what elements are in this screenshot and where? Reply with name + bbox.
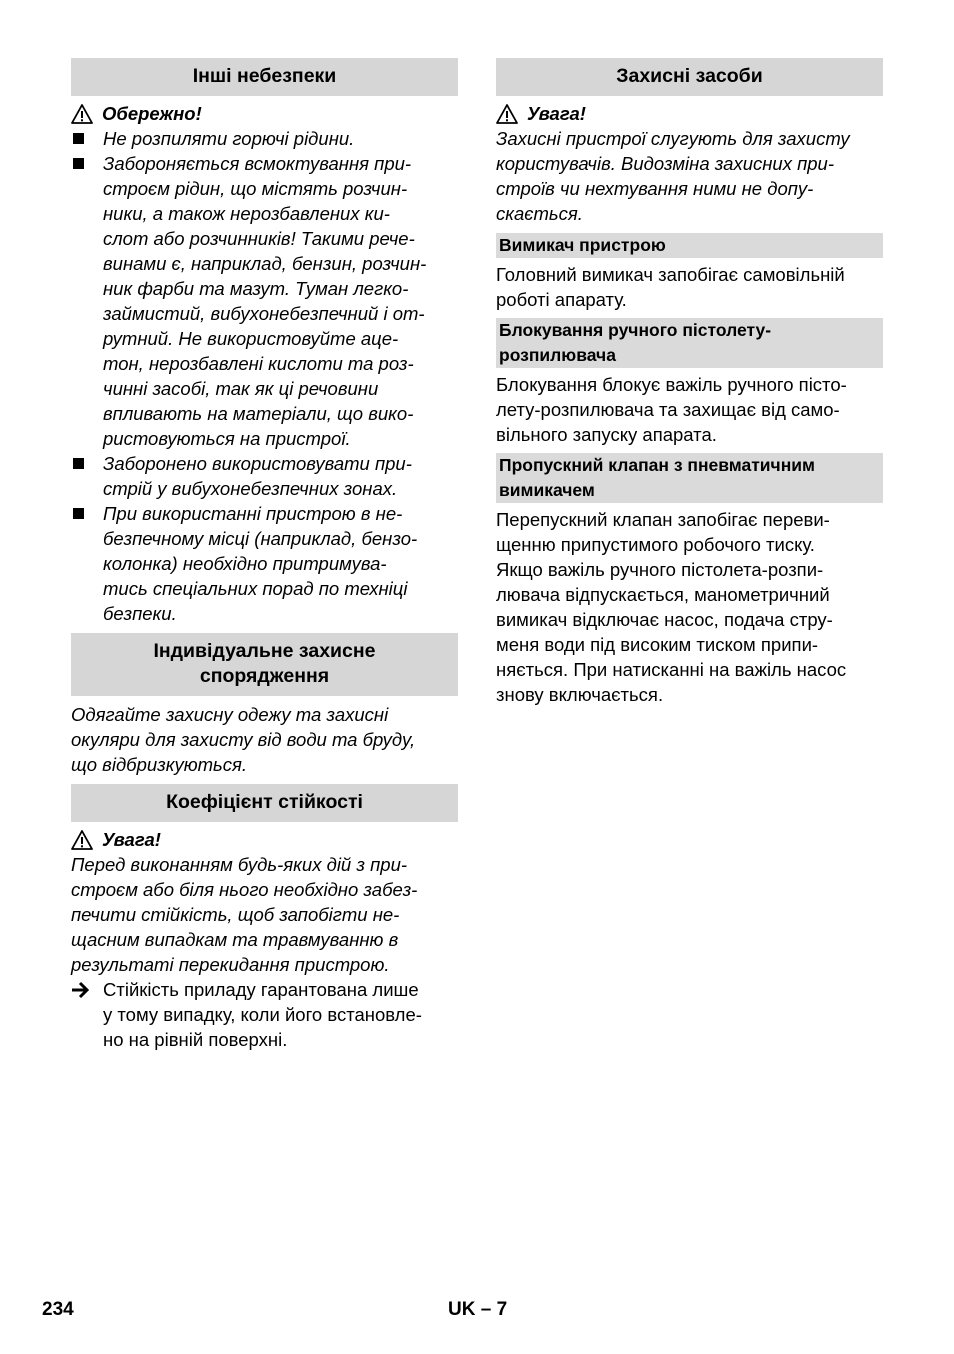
text-line: що відбризкуються. bbox=[71, 754, 248, 775]
text-line: винами є, наприклад, бензин, розчин- bbox=[103, 253, 427, 274]
text-line: колонка) необхідно притримува- bbox=[103, 553, 387, 574]
warning-attention bbox=[496, 101, 883, 126]
text-line: результаті перекидання пристрою. bbox=[71, 954, 390, 975]
bullet-item bbox=[71, 451, 458, 501]
text-line: займистий, вибухонебезпечний і от- bbox=[103, 303, 425, 324]
warning-triangle-icon bbox=[71, 104, 93, 124]
text-line: лету-розпилювача та захищає від само- bbox=[496, 399, 840, 420]
text-line: но на рівній поверхні. bbox=[103, 1029, 288, 1050]
subsection-title-gun-lock: Блокування ручного пістолету- розпилювача bbox=[496, 318, 883, 368]
warning-caution bbox=[71, 101, 458, 126]
text-line: тись спеціальних порад по техніці bbox=[103, 578, 408, 599]
text-line: у тому випадку, коли його встановле- bbox=[103, 1004, 422, 1025]
warning-attention bbox=[71, 827, 458, 852]
device-switch-text bbox=[496, 262, 883, 312]
text-line: Блокування блокує важіль ручного пісто- bbox=[496, 374, 847, 395]
warning-label: Увага! bbox=[102, 829, 161, 850]
text-line: окуляри для захисту від води та бруду, bbox=[71, 729, 416, 750]
text-line: безпеки. bbox=[103, 603, 177, 624]
text-line: слот або розчинників! Такими рече- bbox=[103, 228, 415, 249]
square-bullet-icon bbox=[71, 501, 103, 626]
text-line: щасним випадкам та травмуванню в bbox=[71, 929, 399, 950]
text-line: меня води під високим тиском припи- bbox=[496, 634, 819, 655]
text-line: При використанні пристрою в не- bbox=[103, 503, 403, 524]
warning-triangle-icon bbox=[496, 104, 518, 124]
text-line: ристовуються на пристрої. bbox=[103, 428, 351, 449]
stability-warning-text bbox=[71, 852, 458, 977]
text-line: Заборонено використовувати при- bbox=[103, 453, 412, 474]
text-line: стрій у вибухонебезпечних зонах. bbox=[103, 478, 398, 499]
arrow-note bbox=[71, 977, 458, 1052]
text-line: строєм або біля нього необхідно забез- bbox=[71, 879, 418, 900]
text-line: вільного запуску апарата. bbox=[496, 424, 717, 445]
ppe-text bbox=[71, 702, 458, 777]
text-line: ник фарби та мазут. Туман легко- bbox=[103, 278, 409, 299]
text-line: Стійкість приладу гарантована лише bbox=[103, 979, 419, 1000]
section-title-stability: Коефіцієнт стійкості bbox=[71, 784, 458, 822]
text-line: безпечному місці (наприклад, бензо- bbox=[103, 528, 418, 549]
square-bullet-icon bbox=[71, 126, 103, 151]
text-line: Не розпиляти горючі рідини. bbox=[103, 128, 355, 149]
text-line: Якщо важіль ручного пістолета-розпи- bbox=[496, 559, 824, 580]
text-line: ники, а також нерозбавлених ки- bbox=[103, 203, 390, 224]
warning-label: Обережно! bbox=[102, 103, 202, 124]
text-line: Одягайте захисну одежу та захисні bbox=[71, 704, 389, 725]
text-line: Захисні пристрої слугують для захисту bbox=[496, 128, 850, 149]
text-line: роботі апарату. bbox=[496, 289, 627, 310]
text-line: знову включається. bbox=[496, 684, 664, 705]
text-line: печити стійкість, щоб запобігти не- bbox=[71, 904, 400, 925]
bullet-item bbox=[71, 151, 458, 451]
text-line: строїв чи нехтування ними не допу- bbox=[496, 178, 814, 199]
hazard-bullet-list bbox=[71, 126, 458, 626]
arrow-right-icon bbox=[71, 977, 103, 1052]
text-line: Перед виконанням будь-яких дій з при- bbox=[71, 854, 408, 875]
square-bullet-icon bbox=[71, 451, 103, 501]
left-column bbox=[71, 58, 458, 1052]
text-line: тон, нерозбавлені кислоти та роз- bbox=[103, 353, 414, 374]
gun-lock-text bbox=[496, 372, 883, 447]
text-line: впливають на матеріали, що вико- bbox=[103, 403, 414, 424]
bullet-item bbox=[71, 126, 458, 151]
section-title-ppe: Індивідуальне захисне спорядження bbox=[71, 633, 458, 696]
text-line: вимикач відключає насос, подача стру- bbox=[496, 609, 833, 630]
text-line: чинні засобі, так як ці речовини bbox=[103, 378, 379, 399]
section-page-label: UK – 7 bbox=[448, 1299, 508, 1320]
bypass-valve-text bbox=[496, 507, 883, 707]
text-line: няється. При натисканні на важіль насос bbox=[496, 659, 847, 680]
text-line: строєм рідин, що містять розчин- bbox=[103, 178, 408, 199]
bullet-item bbox=[71, 501, 458, 626]
text-line: користувачів. Видозміна захисних при- bbox=[496, 153, 835, 174]
subsection-title-device-switch: Вимикач пристрою bbox=[496, 233, 883, 258]
subsection-title-bypass-valve: Пропускний клапан з пневматичним вимикачем bbox=[496, 453, 883, 503]
page-number: 234 bbox=[42, 1299, 74, 1320]
warning-label: Увага! bbox=[527, 103, 586, 124]
square-bullet-icon bbox=[71, 151, 103, 451]
section-title-safety-devices: Захисні засоби bbox=[496, 58, 883, 96]
text-line: скається. bbox=[496, 203, 583, 224]
right-column bbox=[496, 58, 883, 707]
warning-triangle-icon bbox=[71, 830, 93, 850]
text-line: Перепускний клапан запобігає переви- bbox=[496, 509, 830, 530]
text-line: Головний вимикач запобігає самовільній bbox=[496, 264, 845, 285]
section-title-other-hazards: Інші небезпеки bbox=[71, 58, 458, 96]
text-line: лювача відпускається, манометричний bbox=[496, 584, 830, 605]
text-line: рутний. Не використовуйте аце- bbox=[103, 328, 399, 349]
text-line: щенню припустимого робочого тиску. bbox=[496, 534, 815, 555]
text-line: Забороняється всмоктування при- bbox=[103, 153, 412, 174]
safety-devices-text bbox=[496, 126, 883, 226]
